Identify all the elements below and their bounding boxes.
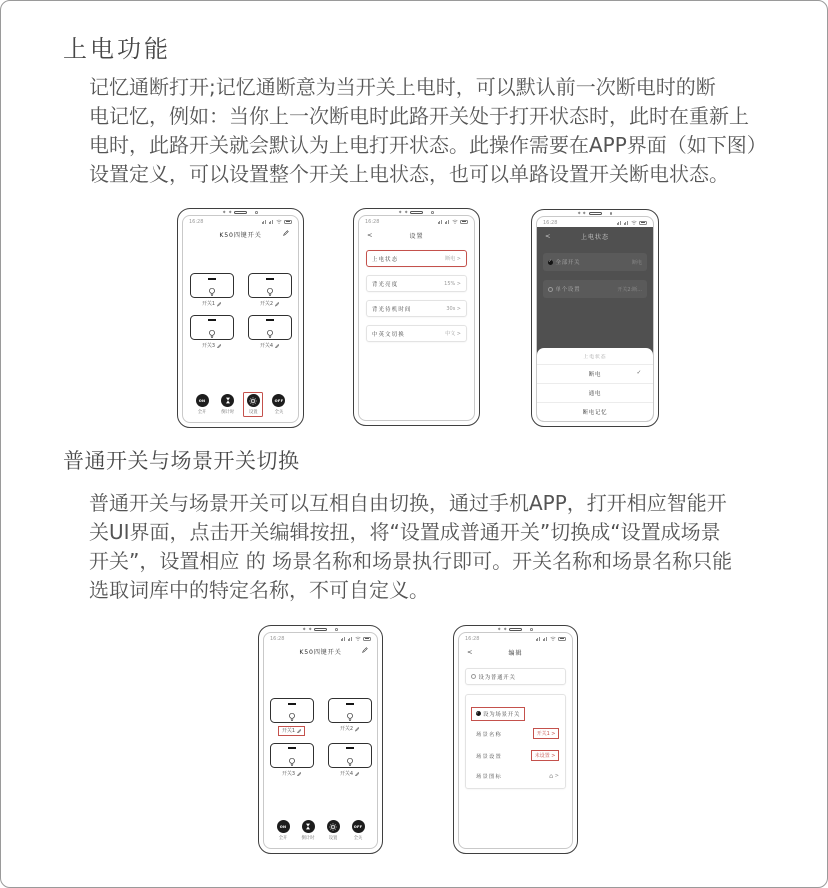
scene-switch-paragraph (89, 489, 732, 605)
switch-1[interactable] (270, 698, 314, 736)
wifi-icon (631, 220, 637, 225)
radio-unselected-icon[interactable] (548, 287, 553, 292)
phone-bezel (532, 212, 658, 216)
switch-grid (183, 273, 298, 349)
indicator-dash (208, 319, 216, 321)
switch-button[interactable] (190, 273, 234, 298)
row-label: 场景名称 (476, 731, 502, 738)
sensor-icon (503, 628, 506, 631)
scene-setting-value-highlighted[interactable]: 未设置 > (531, 750, 559, 761)
gear-icon (247, 394, 260, 407)
switch-button[interactable] (248, 315, 292, 340)
switch-name: 开关3 (201, 342, 216, 349)
row-label: 全部开关 (555, 260, 581, 266)
battery-icon (284, 220, 292, 224)
chevron-right-icon: > (456, 330, 461, 337)
phone-screen (536, 216, 654, 422)
bulb-icon (207, 283, 216, 302)
scene-name-row[interactable] (471, 723, 560, 745)
bulb-icon (287, 753, 296, 772)
all-on-button[interactable] (192, 392, 212, 418)
settings-list (359, 244, 474, 348)
switch-1[interactable] (190, 273, 234, 308)
indicator-dash (346, 703, 354, 705)
status-bar (459, 633, 572, 643)
sensor-icon (577, 212, 580, 215)
clock: 16:28 (543, 219, 558, 226)
dimmed-content (537, 227, 653, 421)
row-value: 断电 > (445, 255, 461, 262)
bulb-icon (287, 708, 296, 727)
switch-name: 开关4 (259, 342, 274, 349)
sheet-title: 上电状态 (537, 348, 653, 365)
app-title: K50四键开关 (219, 232, 262, 239)
status-icons (536, 636, 566, 641)
countdown-button[interactable] (218, 392, 238, 418)
indicator-dash (288, 703, 296, 705)
bulb-icon (345, 753, 354, 772)
edit-pencil-icon[interactable] (283, 230, 289, 238)
scene-switch-group (465, 694, 566, 789)
wifi-icon (550, 636, 556, 641)
page-title: 设置 (409, 233, 424, 240)
radio-selected-icon[interactable]: ✓ (548, 259, 553, 264)
signal-icon (445, 220, 449, 224)
paragraph-line: 选取词库中的特定名称，不可自定义。 (89, 578, 429, 602)
switch-grid (264, 698, 377, 777)
page-title: 编辑 (508, 650, 523, 657)
switch-name: 开关2 (259, 301, 274, 307)
signal-icon (348, 637, 352, 641)
row-label: 单个设置 (555, 287, 581, 293)
section-title-power-on: 上电功能 (63, 35, 171, 63)
button-label: 全开 (197, 409, 207, 415)
check-icon: ✓ (636, 369, 642, 376)
app-title-bar (264, 643, 377, 658)
indicator-dash (266, 278, 274, 280)
sensor-icon (223, 211, 226, 214)
power-on-icon: ON (196, 394, 209, 407)
row-label: 背光待机时间 (372, 306, 412, 313)
battery-icon (639, 221, 647, 225)
camera-dot (610, 212, 613, 215)
bottom-bar (183, 392, 298, 423)
settings-button-highlighted[interactable] (243, 392, 263, 418)
indicator-dash (208, 278, 216, 280)
bulb-icon (345, 708, 354, 727)
row-label: 上电状态 (372, 256, 399, 263)
power-off-icon: OFF (352, 820, 365, 833)
signal-icon (624, 221, 628, 225)
back-button[interactable]: < (367, 230, 373, 239)
row-value: 断电 (631, 259, 642, 266)
wifi-icon (452, 219, 458, 224)
switch-3[interactable] (270, 743, 314, 778)
nav-bar (359, 226, 474, 244)
clock: 16:28 (270, 635, 285, 642)
chevron-right-icon: > (456, 305, 461, 312)
bottom-sheet (537, 348, 653, 421)
battery-icon (363, 637, 371, 641)
clock: 16:28 (189, 218, 204, 225)
bulb-icon (207, 325, 216, 344)
switch-name: 开关3 (281, 770, 296, 777)
paragraph-line: 电时，此路开关就会默认为上电打开状态。此操作需要在APP界面（如下图） (89, 133, 767, 157)
clock: 16:28 (465, 635, 480, 642)
phone-bezel (354, 211, 479, 215)
countdown-button[interactable] (298, 818, 318, 844)
back-button[interactable]: < (467, 647, 473, 656)
scene-setting-row[interactable] (471, 745, 560, 767)
option-power-on[interactable]: 通电 (537, 384, 653, 403)
wifi-icon (276, 219, 282, 224)
phone-mockup-power-state (531, 209, 659, 427)
radio-unselected-icon[interactable] (471, 674, 476, 679)
paragraph-line: 设置定义，可以设置整个开关上电状态，也可以单路设置开关断电状态。 (89, 162, 729, 186)
speaker-grille (314, 628, 327, 631)
status-bar (359, 216, 474, 226)
button-label: 全关 (274, 409, 284, 415)
button-label: 倒计时 (301, 835, 315, 841)
settings-row-language[interactable] (366, 325, 467, 342)
set-scene-switch-option[interactable] (471, 695, 560, 723)
status-bar (537, 217, 653, 227)
back-button[interactable]: < (545, 231, 551, 240)
chevron-right-icon: > (551, 752, 556, 759)
speaker-grille (589, 212, 602, 215)
edit-pencil-icon[interactable] (275, 344, 280, 349)
bulb-icon (265, 325, 274, 344)
switch-button[interactable] (328, 698, 372, 723)
button-label: 倒计时 (221, 409, 235, 415)
switch-name: 开关1 (201, 301, 216, 307)
scene-icon-value[interactable] (549, 772, 559, 780)
switch-button[interactable] (248, 273, 292, 298)
switch-name: 开关2 (339, 726, 354, 732)
sensor-icon (583, 212, 586, 215)
gear-icon (327, 820, 340, 833)
status-icons (341, 636, 371, 641)
signal-icon (438, 220, 442, 224)
house-icon: ⌂ (549, 772, 554, 781)
set-normal-switch-option[interactable] (465, 668, 566, 685)
all-off-button[interactable] (269, 392, 289, 418)
indicator-dash (288, 747, 296, 749)
phone-mockup-edit-screen (453, 625, 578, 854)
sensor-icon (303, 628, 306, 631)
camera-dot (431, 211, 434, 214)
battery-icon (460, 220, 468, 224)
settings-row-backlight[interactable] (366, 275, 467, 292)
chevron-right-icon: > (456, 255, 461, 262)
power-on-icon: ON (277, 820, 290, 833)
speaker-grille (234, 211, 247, 214)
chevron-right-icon: > (554, 773, 559, 780)
settings-row-standby-time[interactable] (366, 300, 467, 317)
phone-bezel (454, 628, 577, 632)
paragraph-line: 开关”，设置相应 的 场景名称和场景执行即可。开关名称和场景名称只能 (89, 549, 733, 573)
phone-mockup-switch-panel (177, 208, 304, 428)
camera-dot (530, 628, 533, 631)
chevron-right-icon: > (456, 280, 461, 287)
signal-icon (617, 221, 621, 225)
button-label: 全开 (278, 835, 288, 841)
phone-screen (182, 215, 299, 423)
switch-2[interactable] (248, 273, 292, 308)
paragraph-line: 电记忆，例如：当你上一次断电时此路开关处于打开状态时，此时在重新上 (89, 104, 749, 128)
switch-4[interactable] (328, 743, 372, 778)
edit-pencil-icon[interactable] (355, 727, 360, 732)
sensor-icon (498, 628, 501, 631)
scene-icon-row[interactable] (471, 767, 560, 786)
highlighted-option[interactable] (471, 707, 525, 721)
paragraph-line: 关UI界面，点击开关编辑按扭，将“设置成普通开关”切换成“设置成场景 (89, 520, 721, 544)
nav-bar (537, 227, 653, 245)
all-switches-row[interactable] (543, 253, 647, 271)
switch-name: 开关4 (339, 770, 354, 777)
phone-mockup-settings (353, 208, 480, 426)
edit-pencil-icon[interactable] (355, 772, 360, 777)
chevron-right-icon: > (551, 730, 556, 737)
row-value: 30s > (446, 305, 461, 312)
row-value: 中文 > (445, 330, 461, 337)
speaker-grille (410, 211, 423, 214)
indicator-dash (346, 747, 354, 749)
edit-pencil-icon[interactable] (275, 302, 280, 307)
phone-bezel (178, 211, 303, 215)
single-setting-row[interactable] (543, 280, 647, 298)
status-icons (617, 220, 647, 225)
status-icons (262, 219, 292, 224)
phone-screen (263, 632, 378, 849)
switch-button[interactable] (190, 315, 234, 340)
switch-button[interactable] (270, 698, 314, 723)
all-on-button[interactable] (273, 818, 293, 844)
power-state-options (537, 245, 653, 306)
phone-screen (458, 632, 573, 849)
switch-4[interactable] (248, 315, 292, 350)
option-label: 设为普通开关 (478, 674, 516, 681)
row-value: 15% > (444, 280, 461, 287)
row-label: 场景设置 (476, 753, 502, 760)
battery-icon (558, 637, 566, 641)
phone-bezel (259, 628, 382, 632)
phone-mockup-switch-panel-edit (258, 625, 383, 854)
sensor-icon (404, 211, 407, 214)
edit-pencil-icon[interactable] (297, 772, 302, 777)
switch-3[interactable] (190, 315, 234, 350)
status-icons (438, 219, 468, 224)
switch-button[interactable] (328, 743, 372, 768)
edit-pencil-icon[interactable] (297, 729, 302, 734)
paragraph-line: 普通开关与场景开关可以互相自由切换，通过手机APP，打开相应智能开 (89, 491, 727, 515)
row-value: 开关2:断... (617, 286, 642, 293)
button-label: 设置 (249, 409, 258, 415)
signal-icon (536, 637, 540, 641)
section-title-scene-switch: 普通开关与场景开关切换 (63, 449, 300, 473)
option-label: 设为场景开关 (483, 711, 521, 718)
signal-icon (543, 637, 547, 641)
switch-button[interactable] (270, 743, 314, 768)
signal-icon (262, 220, 266, 224)
settings-row-power-state-highlighted[interactable] (366, 250, 467, 267)
radio-selected-icon[interactable]: ✓ (476, 711, 480, 715)
power-on-paragraph (89, 73, 767, 189)
switch-name: 开关1 (281, 727, 296, 734)
app-title-bar (183, 226, 298, 241)
timer-icon (302, 820, 315, 833)
option-power-off[interactable]: 断电 ✓ (537, 365, 653, 384)
nav-bar (459, 643, 572, 661)
paragraph-line: 记忆通断打开;记忆通断意为当开关上电时，可以默认前一次断电时的断 (89, 75, 716, 99)
sensor-icon (308, 628, 311, 631)
row-label: 背光亮度 (372, 281, 399, 288)
scene-name-value-highlighted[interactable]: 开关1 > (533, 728, 559, 739)
app-title: K50四键开关 (299, 649, 342, 656)
sensor-icon (228, 211, 231, 214)
phone-screen (358, 215, 475, 421)
option-power-memory[interactable]: 断电记忆 (582, 410, 608, 416)
speaker-grille (509, 628, 522, 631)
status-bar (264, 633, 377, 643)
signal-icon (269, 220, 273, 224)
timer-icon (221, 394, 234, 407)
settings-button[interactable] (323, 818, 343, 844)
row-label: 场景图标 (476, 774, 502, 781)
power-off-icon: OFF (272, 394, 285, 407)
button-label: 设置 (328, 835, 338, 841)
wifi-icon (355, 636, 361, 641)
signal-icon (341, 637, 345, 641)
bottom-bar (264, 818, 377, 849)
edit-pencil-icon[interactable] (217, 302, 222, 307)
clock: 16:28 (365, 218, 380, 225)
switch-label-highlighted[interactable] (278, 726, 304, 736)
sensor-icon (399, 211, 402, 214)
row-label: 中英文切换 (372, 331, 405, 338)
status-bar (183, 216, 298, 226)
indicator-dash (266, 319, 274, 321)
switch-2[interactable] (328, 698, 372, 736)
edit-pencil-icon[interactable] (217, 344, 222, 349)
camera-dot (255, 211, 258, 214)
bulb-icon (265, 283, 274, 302)
button-label: 全关 (353, 835, 363, 841)
camera-dot (335, 628, 338, 631)
all-off-button[interactable] (348, 818, 368, 844)
page-title: 上电状态 (580, 234, 609, 241)
edit-pencil-icon[interactable] (362, 647, 368, 655)
